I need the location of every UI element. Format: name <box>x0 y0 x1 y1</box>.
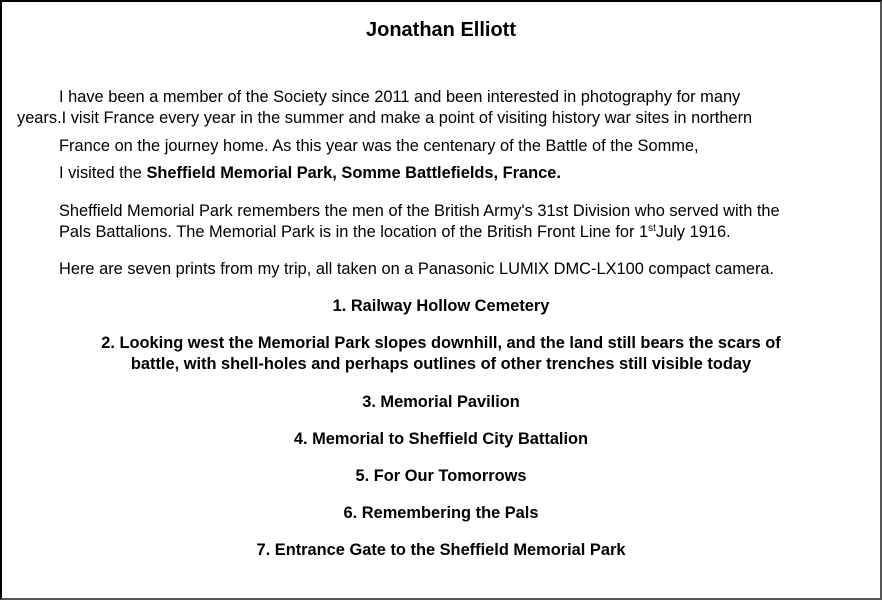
intro-line-3: France on the journey home. As this year was the centenary of the Battle of the Somme, <box>59 137 699 155</box>
park-line-2 <box>59 222 731 243</box>
ordinal-superscript: st <box>648 223 656 234</box>
park-line-2-date: July 1916. <box>655 223 731 241</box>
caption-6: 6. Remembering the Pals <box>343 504 539 522</box>
prints-intro: Here are seven prints from my trip, all taken on a Panasonic LUMIX DMC-LX100 compact camera. <box>59 260 775 278</box>
page-title: Jonathan Elliott <box>366 19 516 41</box>
park-line-2-text: Pals Battalions. The Memorial Park is in the location of the British Front Line for 1 <box>59 223 649 241</box>
intro-line-1: I have been a member of the Society since 2011 and been interested in photography for many <box>59 88 741 106</box>
park-line-1: Sheffield Memorial Park remembers the men of the British Army's 31st Division who served with the <box>59 202 780 220</box>
intro-location-bold: Sheffield Memorial Park, Somme Battlefields, France. <box>146 164 561 182</box>
caption-2-line-2: battle, with shell-holes and perhaps outlines of other trenches still visible today <box>130 355 752 373</box>
caption-5: 5. For Our Tomorrows <box>355 467 527 485</box>
caption-2-line-1: 2. Looking west the Memorial Park slopes downhill, and the land still bears the scars of <box>101 334 781 352</box>
caption-7: 7. Entrance Gate to the Sheffield Memorial Park <box>256 541 626 559</box>
caption-1: 1. Railway Hollow Cemetery <box>332 297 550 315</box>
caption-3: 3. Memorial Pavilion <box>362 393 520 411</box>
caption-4: 4. Memorial to Sheffield City Battalion <box>293 430 589 448</box>
intro-line-4-text: I visited the <box>59 164 147 182</box>
intro-line-2: years.I visit France every year in the summer and make a point of visiting history war sites in northern <box>17 109 753 127</box>
intro-line-4 <box>59 163 561 184</box>
